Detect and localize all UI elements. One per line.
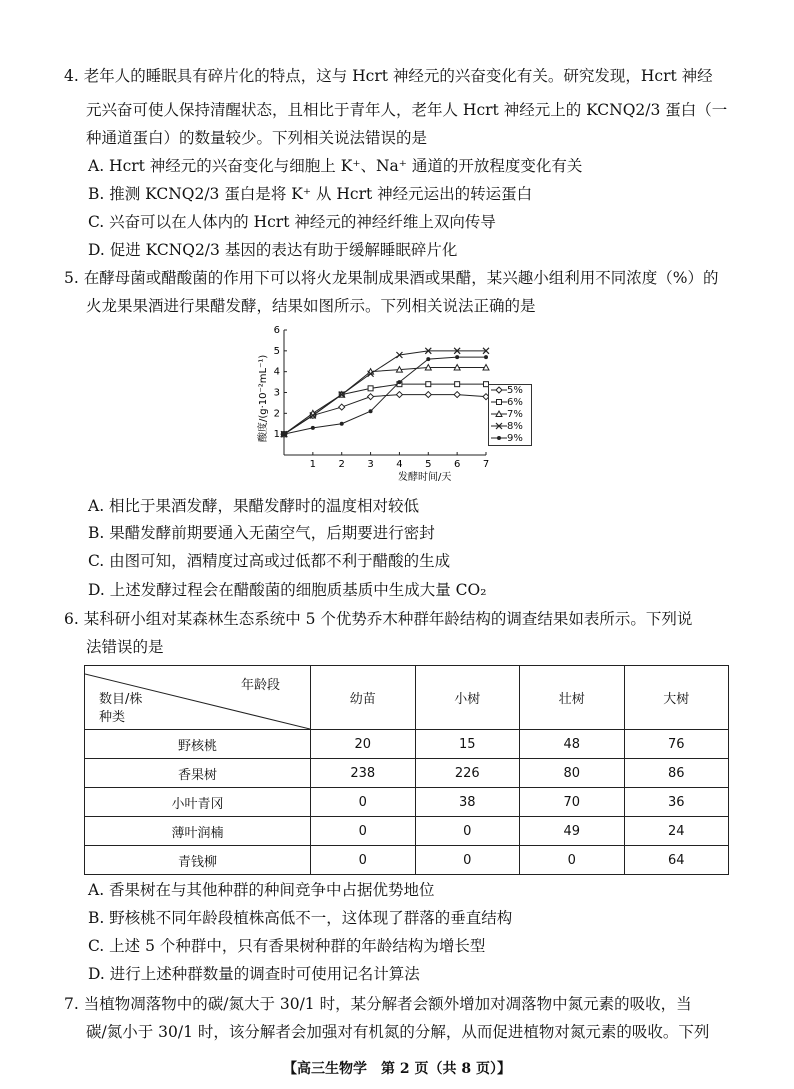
x-tick-label: 6 bbox=[453, 459, 461, 470]
x-tick-label: 4 bbox=[396, 459, 403, 470]
data-point bbox=[282, 432, 286, 436]
legend-marker bbox=[491, 421, 507, 431]
q4-option-b: B. 推测 KCNQ2/3 蛋白是将 K⁺ 从 Hcrt 神经元运出的转运蛋白 bbox=[88, 185, 533, 203]
chart-legend bbox=[488, 384, 532, 446]
q4-stem-line-3: 种通道蛋白）的数量较少。下列相关说法错误的是 bbox=[86, 129, 428, 147]
data-point bbox=[455, 382, 460, 387]
chart-y-axis-label: 酸度/(g·10⁻²mL⁻¹) bbox=[258, 354, 269, 442]
data-point bbox=[425, 392, 431, 398]
y-tick-label: 4 bbox=[273, 366, 280, 378]
y-tick-label: 6 bbox=[273, 325, 280, 336]
q6-option-d: D. 进行上述种群数量的调查时可使用记名计算法 bbox=[88, 965, 420, 983]
chart-x-axis-label: 发酵时间/天 bbox=[398, 472, 452, 483]
legend-label: 6% bbox=[507, 397, 523, 408]
q4-option-a: A. Hcrt 神经元的兴奋变化与细胞上 K⁺、Na⁺ 通道的开放程度变化有关 bbox=[88, 157, 583, 175]
table-cell: 20 bbox=[311, 730, 416, 759]
data-point bbox=[340, 422, 344, 426]
legend-label: 7% bbox=[507, 409, 523, 420]
y-tick-label: 2 bbox=[273, 408, 280, 420]
legend-item bbox=[489, 397, 531, 409]
q6-stem-line-2: 法错误的是 bbox=[86, 638, 164, 656]
table-cell: 38 bbox=[415, 788, 520, 817]
table-cell: 49 bbox=[520, 817, 625, 846]
q4-option-d: D. 促进 KCNQ2/3 基因的表达有助于缓解睡眠碎片化 bbox=[88, 241, 458, 259]
data-point bbox=[397, 380, 401, 384]
data-point bbox=[454, 392, 460, 398]
table-cell: 64 bbox=[624, 846, 729, 875]
page-footer: 【高三生物学 第 2 页（共 8 页）】 bbox=[283, 1061, 511, 1077]
data-point bbox=[497, 400, 502, 405]
table-header-age: 年龄段 bbox=[240, 678, 280, 693]
table-cell: 86 bbox=[624, 759, 729, 788]
row-species: 薄叶润楠 bbox=[85, 817, 311, 846]
table-col-header: 大树 bbox=[624, 666, 729, 730]
legend-marker bbox=[491, 433, 507, 443]
table-row bbox=[85, 730, 729, 759]
table-header-count: 数目/株 bbox=[99, 692, 143, 707]
data-point bbox=[368, 394, 374, 400]
x-tick-label: 3 bbox=[367, 459, 374, 470]
data-point bbox=[369, 409, 373, 413]
q5-option-d: D. 上述发酵过程会在醋酸菌的细胞质基质中生成大量 CO₂ bbox=[88, 581, 487, 599]
data-point bbox=[497, 436, 501, 440]
q5-option-c: C. 由图可知，酒精度过高或过低都不利于醋酸的生成 bbox=[88, 552, 451, 570]
series-7pct bbox=[281, 365, 489, 437]
row-species: 小叶青冈 bbox=[85, 788, 311, 817]
table-header-species: 种类 bbox=[99, 710, 126, 725]
y-tick-label: 3 bbox=[273, 387, 280, 399]
legend-marker bbox=[491, 409, 507, 419]
table-cell: 24 bbox=[624, 817, 729, 846]
table-cell: 238 bbox=[311, 759, 416, 788]
q4-stem-line-2: 元兴奋可使人保持清醒状态，且相比于青年人，老年人 Hcrt 神经元上的 KCNQ2/3 蛋白（一 bbox=[86, 101, 728, 119]
table-cell: 0 bbox=[415, 817, 520, 846]
data-point bbox=[368, 386, 373, 391]
table-row bbox=[85, 817, 729, 846]
table-cell: 76 bbox=[624, 730, 729, 759]
table-cell: 70 bbox=[520, 788, 625, 817]
data-point bbox=[426, 382, 431, 387]
x-tick-label: 1 bbox=[309, 459, 317, 470]
table-cell: 0 bbox=[520, 846, 625, 875]
data-point bbox=[484, 355, 488, 359]
row-species: 青钱柳 bbox=[85, 846, 311, 875]
q6-option-a: A. 香果树在与其他种群的种间竞争中占据优势地位 bbox=[88, 881, 435, 899]
table-cell: 80 bbox=[520, 759, 625, 788]
data-point bbox=[396, 392, 402, 398]
q4-option-c: C. 兴奋可以在人体内的 Hcrt 神经元的神经纤维上双向传导 bbox=[88, 213, 496, 231]
legend-label: 8% bbox=[507, 421, 523, 432]
data-point bbox=[339, 404, 345, 410]
q4-stem-line-1: 4. 老年人的睡眠具有碎片化的特点，这与 Hcrt 神经元的兴奋变化有关。研究发现，Hcrt 神经 bbox=[64, 67, 713, 85]
legend-item bbox=[489, 421, 531, 433]
row-species: 野核桃 bbox=[85, 730, 311, 759]
legend-item bbox=[489, 409, 531, 421]
y-tick-label: 5 bbox=[273, 345, 280, 357]
table-cell: 0 bbox=[311, 817, 416, 846]
data-point bbox=[455, 355, 459, 359]
x-tick-label: 2 bbox=[338, 459, 345, 470]
table-cell: 36 bbox=[624, 788, 729, 817]
legend-item bbox=[489, 385, 531, 397]
data-point bbox=[311, 426, 315, 430]
q7-stem-line-1: 7. 当植物凋落物中的碳/氮大于 30/1 时，某分解者会额外增加对凋落物中氮元素的吸收，当 bbox=[64, 995, 692, 1013]
series-line bbox=[284, 368, 486, 435]
table-col-header: 小树 bbox=[415, 666, 520, 730]
table-cell: 0 bbox=[311, 846, 416, 875]
legend-label: 9% bbox=[507, 433, 523, 444]
q7-stem-line-2: 碳/氮小于 30/1 时，该分解者会加强对有机氮的分解，从而促进植物对氮元素的吸收。下列 bbox=[86, 1023, 710, 1041]
chart-series bbox=[281, 348, 489, 437]
data-point bbox=[426, 357, 430, 361]
x-tick-label: 5 bbox=[425, 459, 432, 470]
table-row bbox=[85, 846, 729, 875]
table-col-header: 壮树 bbox=[520, 666, 625, 730]
q5-stem-line-1: 5. 在酵母菌或醋酸菌的作用下可以将火龙果制成果酒或果醋，某兴趣小组利用不同浓度（%）的 bbox=[64, 269, 719, 287]
q6-stem-line-1: 6. 某科研小组对某森林生态系统中 5 个优势乔木种群年龄结构的调查结果如表所示。下列说 bbox=[64, 610, 693, 628]
table-cell: 48 bbox=[520, 730, 625, 759]
q6-option-c: C. 上述 5 个种群中，只有香果树种群的年龄结构为增长型 bbox=[88, 937, 486, 955]
table-cell: 0 bbox=[415, 846, 520, 875]
q5-option-b: B. 果醋发酵前期要通入无菌空气，后期要进行密封 bbox=[88, 524, 435, 542]
row-species: 香果树 bbox=[85, 759, 311, 788]
age-structure-table bbox=[84, 665, 729, 875]
data-point bbox=[496, 387, 502, 393]
q6-option-b: B. 野核桃不同年龄段植株高低不一，这体现了群落的垂直结构 bbox=[88, 909, 513, 927]
table-row bbox=[85, 788, 729, 817]
x-tick-label: 7 bbox=[482, 459, 490, 470]
y-tick-label: 1 bbox=[273, 429, 280, 441]
table-cell: 226 bbox=[415, 759, 520, 788]
q5-option-a: A. 相比于果酒发酵，果醋发酵时的温度相对较低 bbox=[88, 497, 420, 515]
table-row bbox=[85, 759, 729, 788]
legend-item bbox=[489, 433, 531, 445]
legend-marker bbox=[491, 385, 507, 395]
legend-label: 5% bbox=[507, 385, 523, 396]
legend-marker bbox=[491, 397, 507, 407]
table-cell: 0 bbox=[311, 788, 416, 817]
q5-stem-line-2: 火龙果果酒进行果醋发酵，结果如图所示。下列相关说法正确的是 bbox=[86, 297, 536, 315]
table-header-diagonal bbox=[85, 666, 311, 730]
table-cell: 15 bbox=[415, 730, 520, 759]
table-col-header: 幼苗 bbox=[311, 666, 416, 730]
